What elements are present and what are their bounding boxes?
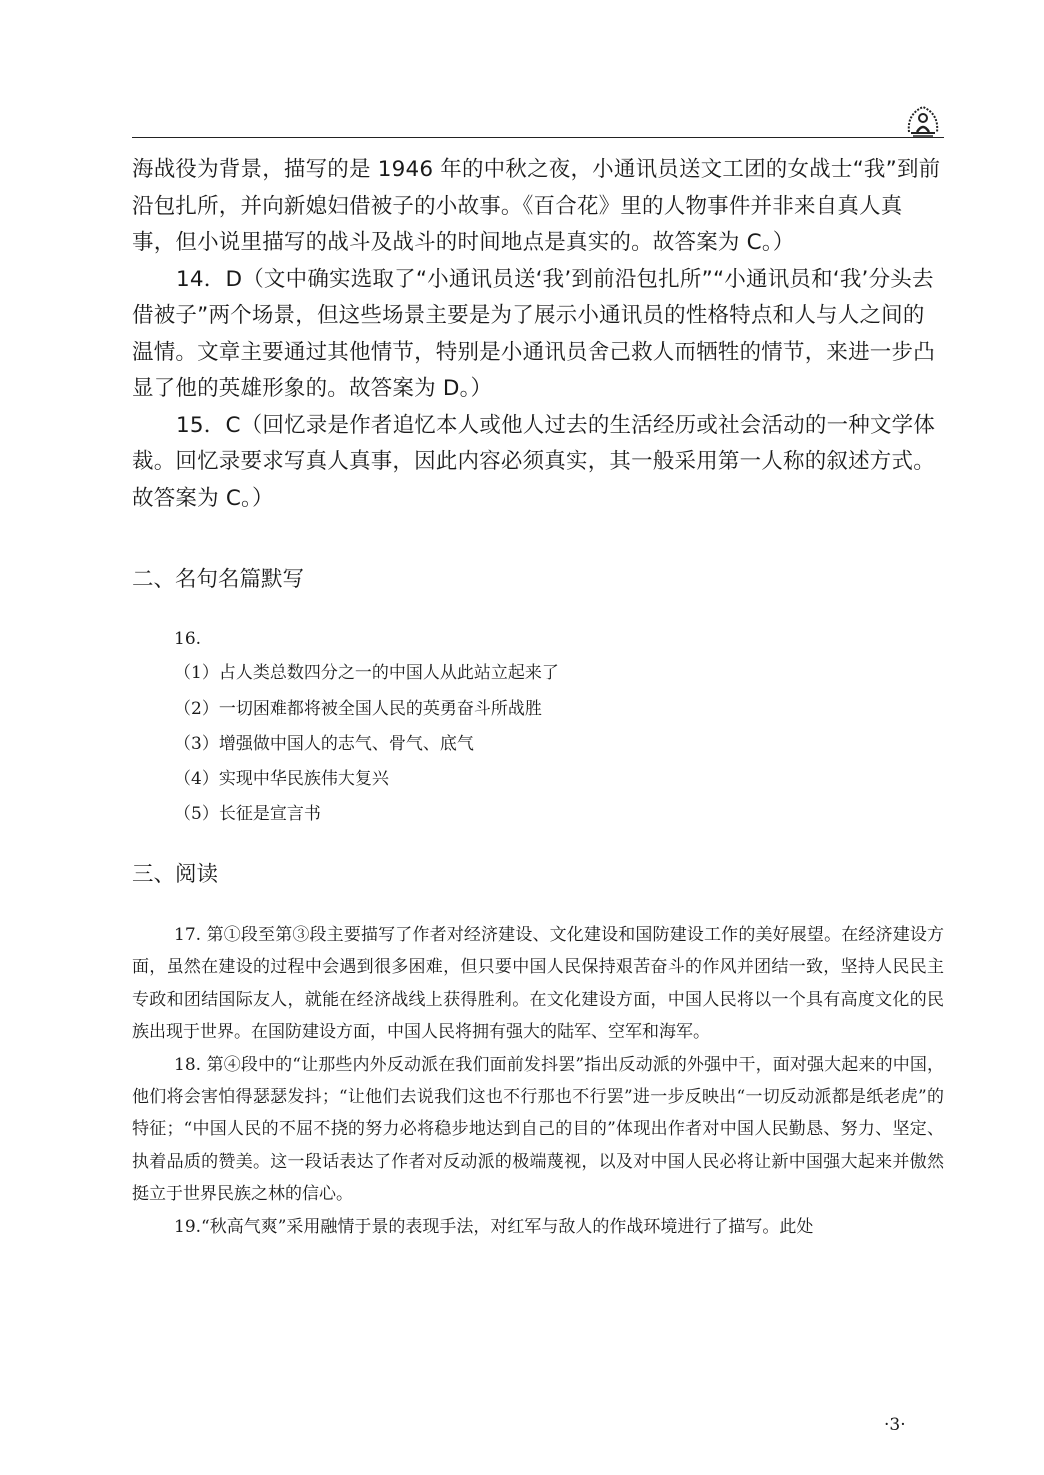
- q16-item-1: （1）占人类总数四分之一的中国人从此站立起来了: [174, 663, 559, 683]
- q16-item-5: （5）长征是宣言书: [174, 804, 321, 824]
- header-rule: [132, 137, 944, 138]
- q16-number: 16.: [174, 629, 202, 649]
- answer-15: 15．C（回忆录是作者追忆本人或他人过去的生活经历或社会活动的一种文学体裁。回忆录要求写真人真事，因此内容必须真实，其一般采用第一人称的叙述方式。故答案为 C。）: [132, 412, 936, 511]
- q16-item-4: （4）实现中华民族伟大复兴: [174, 769, 389, 789]
- answer-18: 18. 第④段中的“让那些内外反动派在我们面前发抖罢”指出反动派的外强中干，面对强大起来的中国，他们将会害怕得瑟瑟发抖；“让他们去说我们这也不行那也不行罢”进一步反映出“一切反动派都是纸老虎”的特征；“中国人民的不屈不挠的努力必将稳步地达到自己的目的”体现出作者对中国人民勤恳、努力、坚定、执着品质的赞美。这一段话表达了作者对反动派的极端蔑视，以及对中国人民必将让新中国强大起来并傲然挺立于世界民族之林的信心。: [132, 1054, 944, 1205]
- answer-17: 17. 第①段至第③段主要描写了作者对经济建设、文化建设和国防建设工作的美好展望。在经济建设方面，虽然在建设的过程中会遇到很多困难，但只要中国人民保持艰苦奋斗的作风并团结一致，坚持人民民主专政和团结国际友人，就能在经济战线上获得胜利。在文化建设方面，中国人民将以一个具有高度文化的民族出现于世界。在国防建设方面，中国人民将拥有强大的陆军、空军和海军。: [132, 925, 944, 1043]
- page-number: ·3·: [884, 1415, 906, 1435]
- continued-paragraph: 海战役为背景，描写的是 1946 年的中秋之夜，小通讯员送文工团的女战士“我”到前沿包扎所，并向新媳妇借被子的小故事。《百合花》里的人物事件并非来自真人真事，但小说里描写的战斗及战斗的时间地点是真实的。故答案为 C。）: [132, 157, 941, 255]
- answer-14: 14．D（文中确实选取了“小通讯员送‘我’到前沿包扎所”“小通讯员和‘我’分头去借被子”两个场景，但这些场景主要是为了展示小通讯员的性格特点和人与人之间的温情。文章主要通过其他情节，特别是小通讯员舍己救人而牺牲的情节，来进一步凸显了他的英雄形象的。故答案为 D。）: [132, 266, 935, 401]
- answer-block-top: [132, 152, 944, 517]
- answer-19: 19.“秋高气爽”采用融情于景的表现手法，对红军与敌人的作战环境进行了描写。此处: [174, 1216, 814, 1237]
- q16-item-2: （2）一切困难都将被全国人民的英勇奋斗所战胜: [174, 699, 542, 719]
- reading-answers: [132, 919, 944, 1243]
- section-2-title: 二、名句名篇默写: [132, 567, 305, 592]
- section-3-title: 三、阅读: [132, 862, 219, 887]
- publisher-emblem-icon: [903, 102, 943, 138]
- q16-item-3: （3）增强做中国人的志气、骨气、底气: [174, 734, 474, 754]
